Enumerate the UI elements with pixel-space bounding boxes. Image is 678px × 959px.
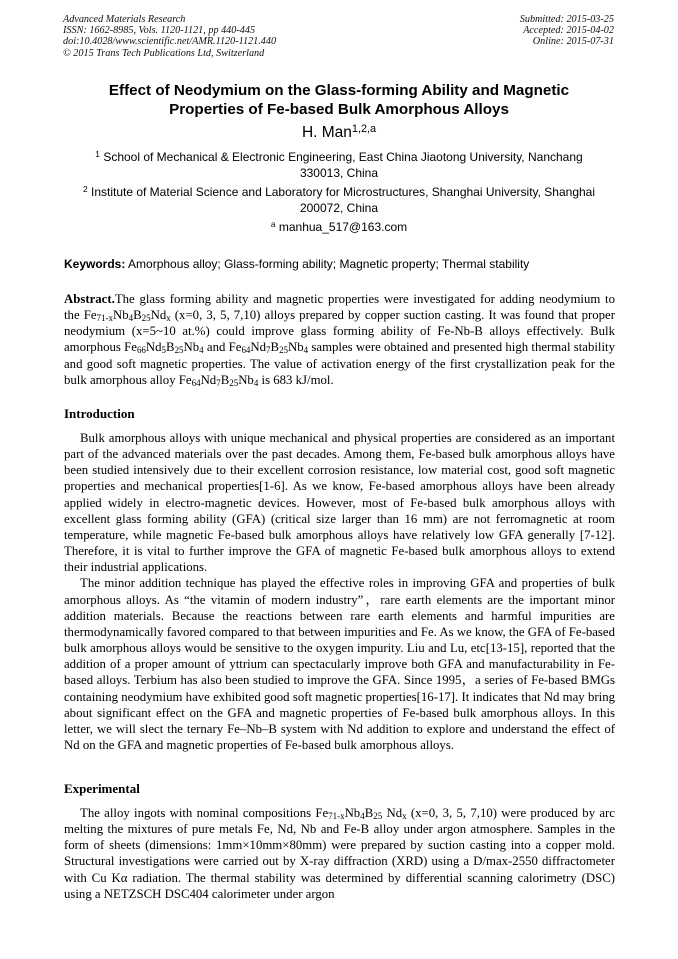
keywords-text: Amorphous alloy; Glass-forming ability; Magnetic property; Thermal stability — [128, 257, 530, 271]
experimental-paragraph-1 — [64, 805, 615, 902]
email-sup: a — [270, 219, 276, 230]
subscript: 4 — [253, 377, 259, 388]
email-line — [62, 220, 616, 235]
affiliation-1-line-2: 330013, China — [299, 165, 379, 180]
author-sup: 1,2,a — [351, 123, 377, 136]
subscript: 25 — [141, 312, 151, 323]
author-name: H. Man — [301, 124, 352, 141]
abstract-text: B — [220, 372, 230, 387]
accepted-date: Accepted: 2015-04-02 — [523, 25, 614, 37]
abstract-text: Nb — [183, 340, 200, 355]
abstract — [64, 291, 615, 388]
abstract-text: is 683 kJ/mol. — [258, 372, 334, 387]
journal-name: Advanced Materials Research — [63, 14, 186, 25]
affiliation-1 — [62, 150, 616, 181]
abstract-text: Nb — [112, 308, 129, 323]
subscript: 25 — [373, 810, 383, 821]
abstract-text: Nd — [150, 308, 167, 323]
title-line-1: Effect of Neodymium on the Glass-forming Ability and Magnetic — [108, 82, 570, 99]
abstract-label: Abstract. — [64, 292, 115, 306]
subscript: x — [166, 312, 171, 323]
affiliation-1-line-1: School of Mechanical & Electronic Engineering, East China Jiaotong University, Nanchang — [103, 150, 583, 164]
subscript: 71-x — [328, 810, 345, 821]
keywords-label: Keywords: — [64, 257, 126, 271]
introduction-paragraph-1: Bulk amorphous alloys with unique mechanical and physical properties are considered as an important part of the advanced materials over the past decades. Among them, Fe-based bulk amorphous alloys have been studied intensively due to their excellent corrosion resistance, low material cost, good soft magnetic properties and mechanical properties[1-6]. As we know, Fe-based amorphous alloys have been already applied widely in electro-magnetic devices. However, most of Fe-based bulk amorphous alloys with excellent glass forming ability (GFA) (critical size larger than 16 mm) are not ferromagnetic at room temperature, while magnetic Fe-based bulk amorphous alloys have relatively low GFA generally [7-12]. Therefore, it is vital to further improve the GFA of magnetic Fe-based bulk amorphous alloys to extend their industrial applications. — [64, 431, 615, 575]
abstract-text: Nb — [238, 372, 254, 387]
introduction-paragraph-2: The minor addition technique has played the effective roles in improving GFA and properties of bulk amorphous alloys. As “the vitamin of modern industry”，rare earth elements are the important minor addition materials. Because the reactions between rare earth elements and harmful impurities are thermodynamically favored compared to that between impurities and Fe. As we know, the GFA of Fe-based bulk amorphous alloys would be sensitive to the oxygen impurity. Liu and Lu, etc[13-15], reported that the addition of a proper amount of yttrium can spectacularly improve both GFA and manufacturability in Fe-based alloys. Terbium has also been studied to improve the GFA. Since 1995，a series of Fe-based BMGs containing neodymium have exhibited good soft magnetic properties[16-17]. It indicates that Nd may bring about significant effect on the GFA and magnetic properties of Fe-based bulk amorphous alloys. In this letter, we will slect the ternary Fe–Nb–B system with Nd addition to explore and understand the effect of Nd on the GFA and magnetic properties of Fe-based bulk amorphous alloys. — [64, 576, 615, 752]
introduction-body — [64, 430, 615, 753]
experimental-body — [64, 805, 615, 902]
experimental-text: Nb — [344, 806, 361, 820]
abstract-text: Nd — [145, 340, 162, 355]
abstract-text: Nd — [200, 372, 217, 387]
subscript: 64 — [241, 345, 251, 356]
paper-title — [60, 82, 618, 119]
journal-header — [63, 14, 276, 59]
experimental-text: Nd — [382, 806, 403, 820]
experimental-text: (x=0, 3, 5, 7,10) were produced by arc melting the mixtures of pure metals Fe, Nd, Nb and Fe-B alloy under argon atmosphere. Samples in the form of sheets (dimensions: 1mm×10mm×80mm) were prepared by suction casting into a copper mold. Structural investigations were carried out by X-ray diffraction (XRD) using a D/max-2550 diffractometer with Cu Kα radiation. The thermal stability was determined by differential scanning calorimetry (DSC) using a NETZSCH DSC404 calorimeter under argon — [64, 806, 615, 901]
abstract-text: Nb — [288, 340, 304, 355]
subscript: 4 — [303, 345, 309, 356]
experimental-text: B — [364, 806, 374, 820]
subscript: 25 — [279, 345, 289, 356]
affiliation-1-sup: 1 — [95, 149, 100, 160]
subscript: 64 — [191, 377, 201, 388]
abstract-text: B — [133, 308, 142, 323]
experimental-heading: Experimental — [64, 781, 140, 796]
subscript: 7 — [266, 345, 271, 356]
introduction-heading: Introduction — [64, 406, 135, 421]
subscript: 66 — [136, 345, 146, 356]
affiliation-2-line-2: 200072, China — [299, 200, 379, 215]
copyright-line: © 2015 Trans Tech Publications Ltd, Switzerland — [63, 47, 265, 59]
affiliation-2-line-1: Institute of Material Science and Laboratory for Microstructures, Shanghai University, Shanghai — [90, 185, 596, 199]
affiliation-2 — [62, 185, 616, 216]
abstract-text: B — [166, 340, 175, 355]
abstract-text: (x=0, 3, 5, 7,10) alloys prepared by copper suction casting. It was found that proper neodymium (x=5~10 at.%) could improve glass forming ability of Fe-Nb-B alloys effectively. Bulk amorphous Fe — [64, 308, 615, 355]
abstract-text: and Fe — [203, 340, 242, 355]
submitted-date: Submitted: 2015-03-25 — [519, 14, 614, 25]
abstract-text: samples were obtained and presented high thermal stability and good soft magnetic properties. The value of activation energy of the first crystallization peak for the bulk amorphous alloy Fe — [64, 340, 615, 387]
abstract-text: The glass forming ability and magnetic properties were investigated for adding neodymium to the Fe — [64, 292, 615, 323]
author — [60, 124, 618, 142]
subscript: 4 — [199, 345, 204, 356]
abstract-text: Nd — [250, 340, 267, 355]
email-address[interactable]: manhua_517@163.com — [278, 220, 408, 234]
subscript: 25 — [229, 377, 239, 388]
abstract-text: B — [270, 340, 280, 355]
subscript: x — [402, 810, 407, 821]
subscript: 25 — [174, 345, 184, 356]
online-date: Online: 2015-07-31 — [532, 36, 614, 48]
experimental-text: The alloy ingots with nominal compositions Fe — [80, 806, 329, 820]
subscript: 5 — [161, 345, 167, 356]
subscript: 4 — [360, 810, 365, 821]
subscript: 4 — [128, 312, 134, 323]
title-line-2: Properties of Fe-based Bulk Amorphous Alloys — [169, 100, 509, 118]
issn-line: ISSN: 1662-8985, Vols. 1120-1121, pp 440-445 — [63, 25, 256, 37]
doi-line[interactable]: doi:10.4028/www.scientific.net/AMR.1120-1121.440 — [63, 36, 277, 48]
dates-header — [520, 14, 614, 48]
subscript: 7 — [216, 377, 221, 388]
affiliation-2-sup: 2 — [82, 184, 88, 195]
subscript: 71-x — [96, 312, 113, 323]
keywords — [64, 257, 624, 272]
